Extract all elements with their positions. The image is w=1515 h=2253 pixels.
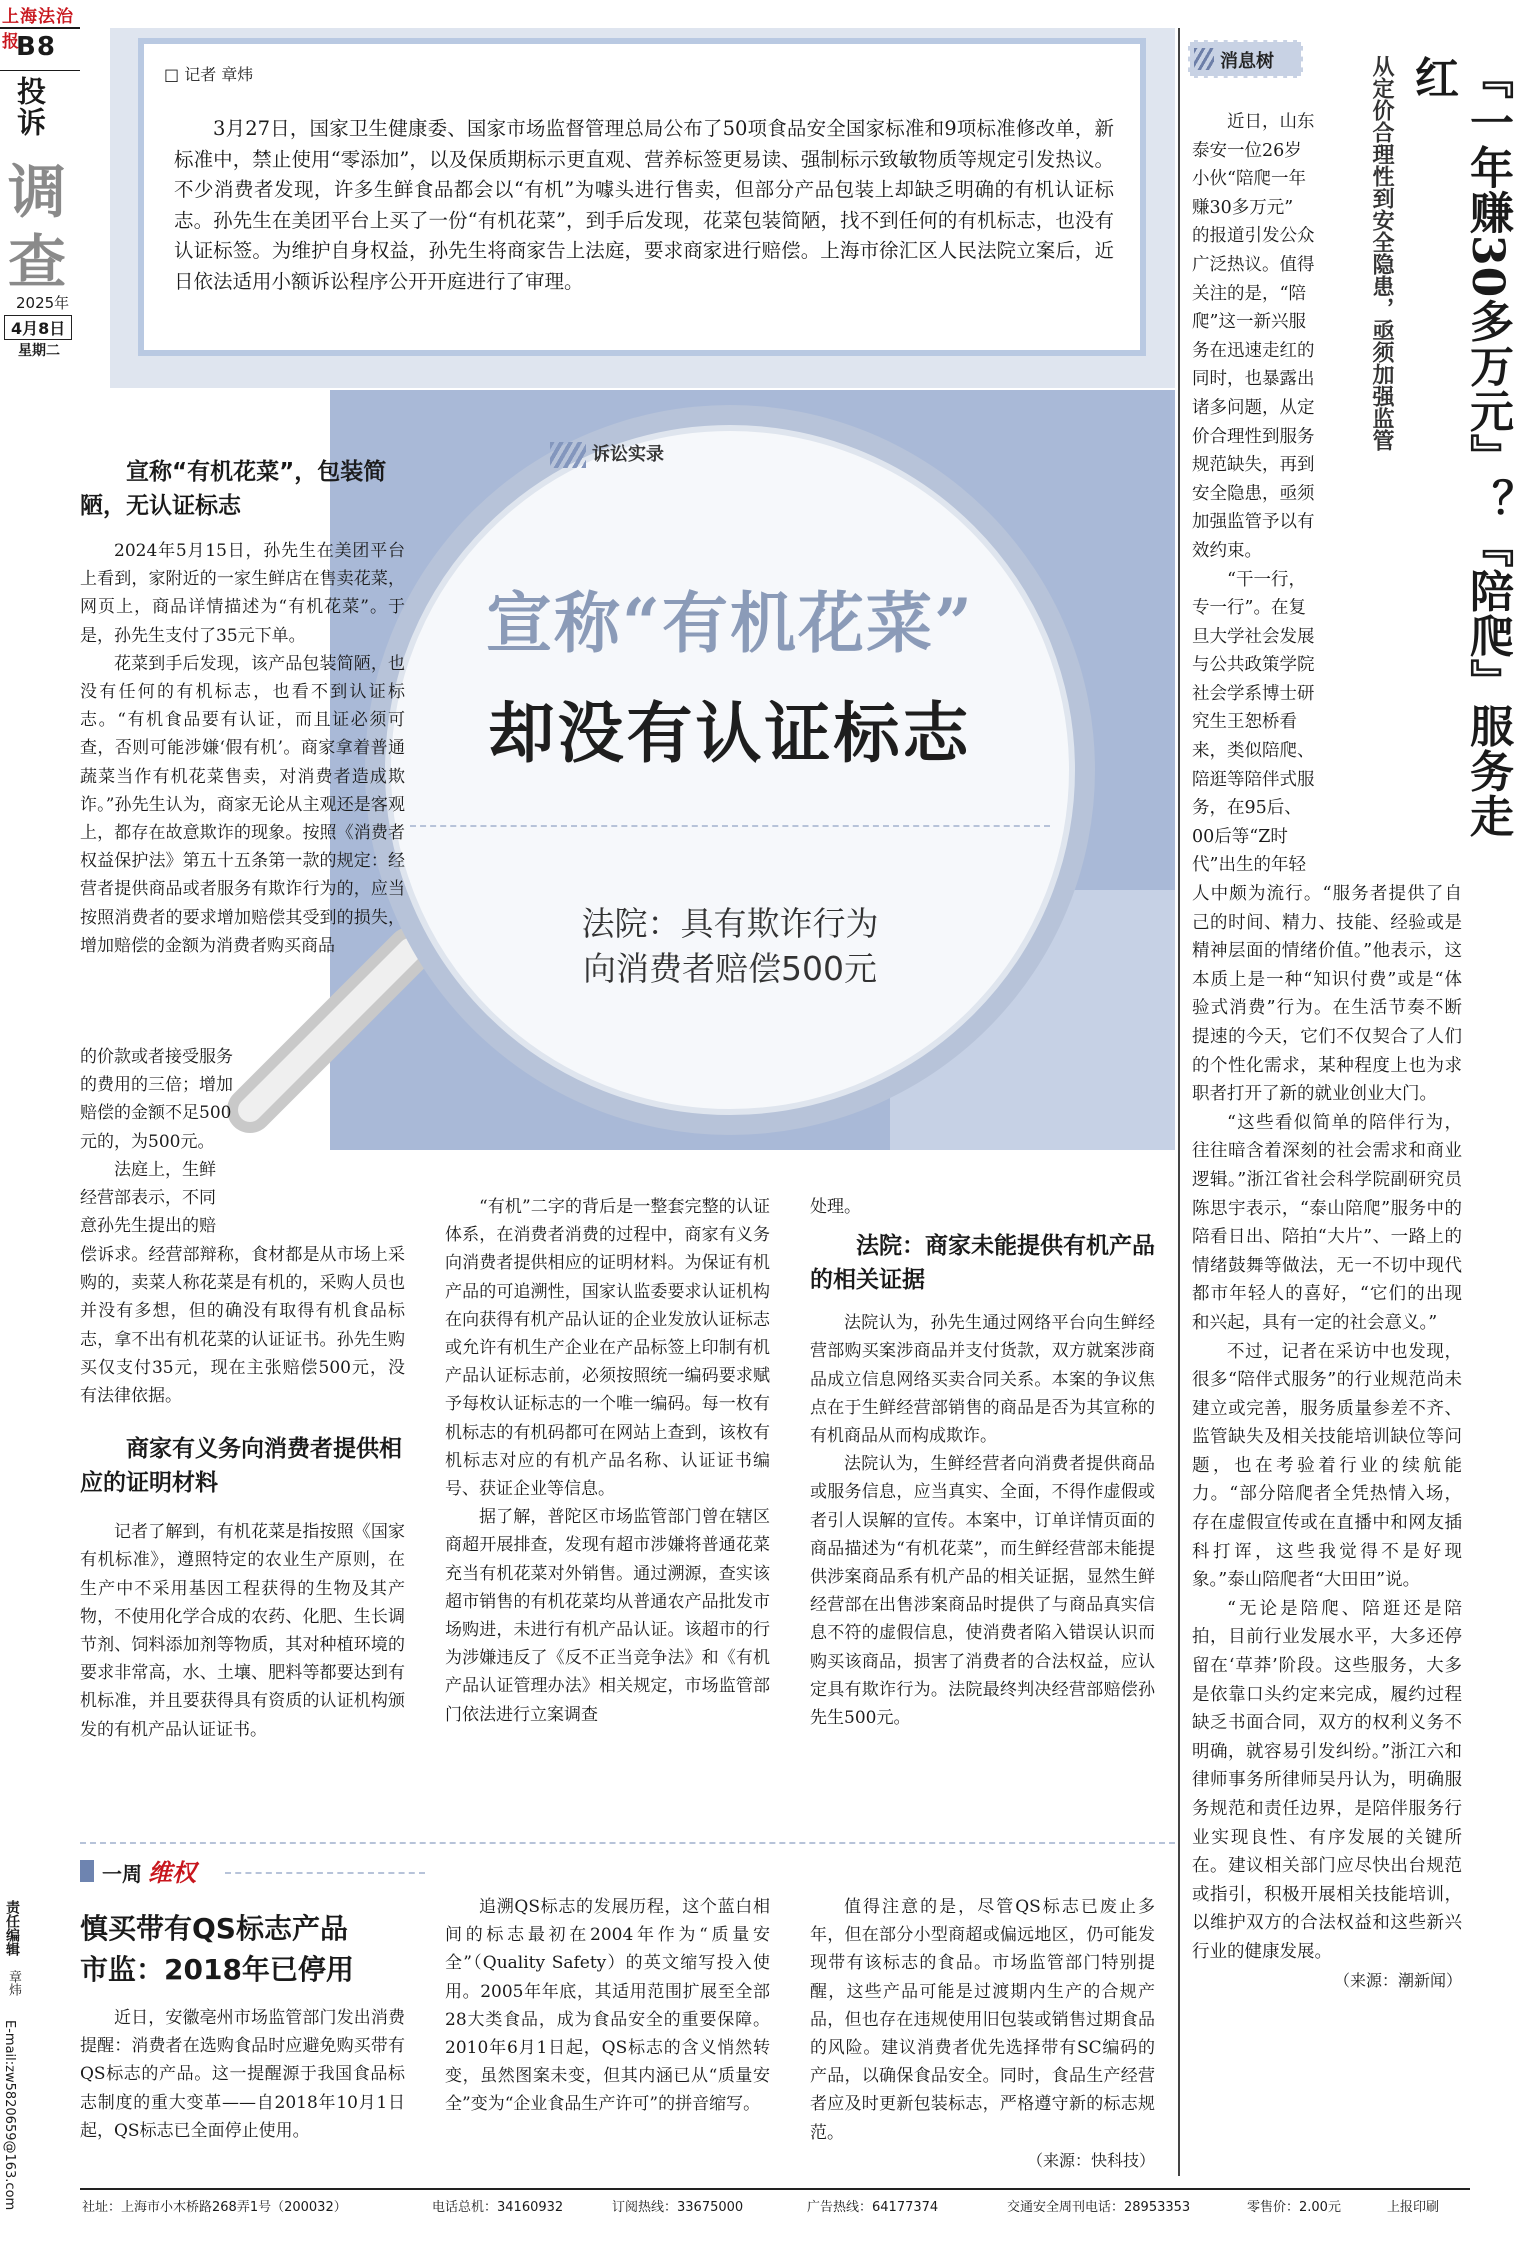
sidebar-narrow-line: 安全隐患，亟须 (1192, 483, 1315, 504)
article-line: 赔偿的金额不足500 (80, 1103, 232, 1124)
weekly-column-3 (810, 1893, 1155, 2175)
article-paragraph: 偿诉求。经营部辩称，食材都是从市场上采购的，卖菜人称花菜是有机的，采购人员也并没有多想，但的确没有取得有机食品标志，拿不出有机花菜的认证证书。孙先生购买仅支付35元，现在主张赔偿500元，没有法律依据。 (80, 1245, 405, 1407)
footer-price: 零售价：2.00元 (1247, 2200, 1341, 2215)
sidebar-narrow-line: 小伙“陪爬一年 (1192, 169, 1306, 190)
article-line: 意孙先生提出的赔 (80, 1216, 216, 1237)
sidebar-narrow-line: 爬”这一新兴服 (1192, 312, 1306, 333)
sidebar-narrow-line: 同时，也暴露出 (1192, 369, 1315, 390)
sidebar-narrow-column (1192, 108, 1338, 880)
sidebar-narrow-line: 与公共政策学院 (1192, 655, 1315, 676)
feature-subtitle-line2: 向消费者赔偿500元 (583, 949, 877, 988)
section-big-2: 查 (8, 228, 67, 296)
feature-tag-stripes (550, 442, 586, 468)
sidebar-paragraph: “无论是陪爬、陪逛还是陪拍，目前行业发展水平，大多还停留在‘草莽’阶段。这些服务，大多是依靠口头约定来完成，履约过程缺乏书面合同，双方的权利义务不明确，就容易引发纠纷。”浙江六和律师事务所律师吴丹认为，明确服务规范和责任边界，是陪伴服务行业实现良性、有序发展的关键所在。建议相关部门应尽快出台规范或指引，积极开展相关技能培训，以维护双方的合法权益和这些新兴行业的健康发展。 (1192, 1598, 1462, 1962)
sidebar-narrow-line: 来，类似陪爬、 (1192, 741, 1315, 762)
sidebar-narrow-line: 陪逛等陪伴式服 (1192, 769, 1315, 790)
article-paragraph: 2024年5月15日，孙先生在美团平台上看到，家附近的一家生鲜店在售卖花菜，网页上，商品详情描述为“有机花菜”。于是，孙先生支付了35元下单。 (80, 541, 405, 646)
lead-byline: □ 记者 章炜 (164, 65, 254, 84)
article-line: 经营部表示，不同 (80, 1188, 216, 1209)
lead-text: 3月27日，国家卫生健康委、国家市场监督管理总局公布了50项食品安全国家标准和9项标准修改单，新标准中，禁止使用“零添加”，以及保质期标示更直观、营养标签更易读、强制标示致敏物质等规定引发热议。不少消费者发现，许多生鲜食品都会以“有机”为噱头进行售卖，但部分产品包装上却缺乏明确的有机认证标志。孙先生在美团平台上买了一份“有机花菜”，到手后发现，花菜包装简陋，找不到任何的有机标志，也没有认证标签。为维护自身权益，孙先生将商家告上法庭，要求商家进行赔偿。上海市徐汇区人民法院立案后，近日依法适用小额诉讼程序公开开庭进行了审理。 (174, 117, 1114, 293)
feature-title-line1: 宣称“有机花菜” (486, 584, 974, 662)
weekly-label-box (80, 1852, 220, 1892)
sidebar-source: （来源：潮新闻） (1333, 1970, 1462, 1990)
masthead-divider (0, 27, 80, 29)
article-paragraph: 记者了解到，有机花菜是指按照《国家有机标准》，遵照特定的农业生产原则，在生产中不采用基因工程获得的生物及其产物，不使用化学合成的农药、化肥、生长调节剂、饲料添加剂等物质，其对种植环境的要求非常高，水、土壤、肥料等都要达到有机标准，并且要获得具有资质的认证机构颁发的有机产品认证证书。 (80, 1522, 405, 1740)
article-paragraph: 花菜到手后发现，该产品包装简陋，也没有任何的有机标志，也看不到认证标志。“有机食品要有认证，而且证必须可查，否则可能涉嫌‘假有机’。商家拿着普通蔬菜当作有机花菜售卖，对消费者造成欺诈。”孙先生认为，商家无论从主观还是客观上，都存在故意欺诈的现象。按照《消费者权益保护法》第五十五条第一款的规定：经营者提供商品或者服务有欺诈行为的，应当按照消费者的要求增加赔偿其受到的损失，增加赔偿的金额为消费者购买商品 (80, 653, 405, 956)
section-big-1: 调 (8, 158, 67, 226)
section-heading: 法院：商家未能提供有机产品的相关证据 (810, 1233, 1155, 1294)
sidebar-narrow-line: 社会学系博士研 (1192, 683, 1315, 704)
article-paragraph: “有机”二字的背后是一整套完整的认证体系，在消费者消费的过程中，商家有义务向消费者提供相应的证明材料。为保证有机产品的可追溯性，国家认监委要求认证机构在向获得有机产品认证的企业发放认证标志或允许有机生产企业在产品标签上印制有机产品认证标志前，必须按照统一编码要求赋予每枚认证标志的一个唯一编码。每一枚有机标志的有机码都可在网站上查到，该枚有机标志对应的有机产品名称、认证证书编号、获证企业等信息。 (445, 1197, 770, 1500)
column-1 (80, 455, 405, 960)
sidebar-narrow-line: 规范缺失，再到 (1192, 455, 1315, 476)
weekly-marker (80, 1860, 94, 1882)
article-paragraph: 追溯QS标志的发展历程，这个蓝白相间的标志最初在2004年作为“质量安全”（Quality Safety）的英文缩写投入使用。2005年年底，其适用范围扩展至全部28大类食品，成为食品安全的重要保障。2010年6月1日起，QS标志的含义悄然转变，虽然图案未变，但其内涵已从“质量安全”变为“企业食品生产许可”的拼音缩写。 (445, 1897, 770, 2115)
sidebar-narrow-line: 代”出生的年轻 (1192, 855, 1306, 876)
sidebar-paragraph: “这些看似简单的陪伴行为，往往暗含着深刻的社会需求和商业逻辑。”浙江省社会科学院副研究员陈思宇表示，“泰山陪爬”服务中的陪看日出、陪拍“大片”、一路上的情绪鼓舞等做法，无一不切中现代都市年轻人的喜好，“它们的出现和兴起，具有一定的社会意义。” (1192, 1112, 1462, 1333)
sidebar-subheadline: 从定价合理性到安全隐患，亟须加强监管 (1369, 55, 1394, 451)
weekly-column-1 (80, 2004, 405, 2145)
article-line: 的价款或者接受服务 (80, 1047, 233, 1067)
sidebar-narrow-line: 价合理性到服务 (1192, 426, 1315, 447)
footer-printer: 上报印刷 (1387, 2200, 1440, 2215)
editor-label: 责任编辑 (4, 1900, 20, 1956)
sidebar-narrow-line: 务，在95后、 (1192, 798, 1302, 819)
article-paragraph: 近日，安徽亳州市场监管部门发出消费提醒：消费者在选购食品时应避免购买带有QS标志的产品。这一提醒源于我国食品标志制度的重大变革——自2018年10月1日起，QS标志已全面停止使用。 (80, 2008, 405, 2141)
editor-name: 章炜 (6, 1970, 21, 1996)
sidebar-divider (1178, 28, 1180, 2176)
sidebar-paragraph: 人中颇为流行。“服务者提供了自己的时间、精力、技能、经验或是精神层面的情绪价值。”他表示，这本质上是一种“知识付费”或是“体验式消费”行为。在生活节奏不断提速的今天，它们不仅契合了人们的个性化需求，某种程度上也为求职者打开了新的就业创业大门。 (1192, 884, 1462, 1105)
sidebar-headline: 『一年赚30多万元』？『陪爬』服务走红 (1407, 55, 1513, 839)
sidebar-paragraph: 不过，记者在采访中也发现，很多“陪伴式服务”的行业规范尚未建立或完善，服务质量参差不齐、监管缺失及相关技能培训缺位等问题，也在考验着行业的续航能力。“部分陪爬者全凭热情入场，存在虚假宣传或在直播中和网友插科打诨，这些我觉得不是好现象。”泰山陪爬者“大田田”说。 (1192, 1341, 1462, 1591)
sidebar-narrow-line: 务在迅速走红的 (1192, 340, 1315, 361)
weekly-divider (80, 1842, 1175, 1844)
weekly-title-line2: 市监：2018年已停用 (80, 1953, 354, 1986)
section-label: 投诉 (13, 76, 47, 138)
issue-weekday: 星期二 (18, 343, 60, 359)
sidebar-narrow-line: 近日，山东 (1227, 112, 1315, 132)
sidebar-narrow-line: 泰安一位26岁 (1192, 140, 1302, 161)
feature-graphic (330, 390, 1175, 1150)
feature-dashed-rule (410, 825, 1050, 827)
sidebar-narrow-line: 专一行”。在复 (1192, 598, 1306, 619)
editor-email: E-mail:zw5820659@163.com (2, 2020, 17, 2211)
masthead (0, 0, 80, 360)
section-heading: 宣称“有机花菜”，包装简陋，无认证标志 (80, 459, 387, 519)
article-paragraph: 据了解，普陀区市场监管部门曾在辖区商超开展排查，发现有超市涉嫌将普通花菜充当有机花菜对外销售。通过溯源，查实该超市销售的有机花菜均从普通农产品批发市场购进，未进行有机产品认证。该超市的行为涉嫌违反了《反不正当竞争法》和《有机产品认证管理办法》相关规定，市场监管部门依法进行立案调查 (445, 1507, 770, 1725)
page-number: B8 (16, 32, 56, 62)
weekly-rule (225, 1872, 425, 1874)
sidebar-narrow-line: 的报道引发公众 (1192, 226, 1315, 247)
sidebar-narrow-line: 诸多问题，从定 (1192, 397, 1315, 418)
column-1-narrow (80, 1043, 290, 1240)
sidebar-narrow-line: 加强监管予以有 (1192, 512, 1315, 533)
article-paragraph: 法院认为，生鲜经营者向消费者提供商品或服务信息，应当真实、全面，不得作虚假或者引人误解的宣传。本案中，订单详情页面的商品描述为“有机花菜”，而生鲜经营部未能提供涉案商品系有机产品的相关证据，显然生鲜经营部在出售涉案商品时提供了与商品真实信息不符的虚假信息，使消费者陷入错误认识而购买该商品，损害了消费者的合法权益，应认定具有欺诈行为。法院最终判决经营部赔偿孙先生500元。 (810, 1454, 1155, 1729)
feature-title-line2: 却没有认证标志 (488, 694, 972, 772)
sidebar-narrow-line: 广泛热议。值得 (1192, 254, 1315, 275)
weekly-label-b: 维权 (148, 1858, 196, 1887)
article-paragraph: 值得注意的是，尽管QS标志已废止多年，但在部分小型商超或偏远地区，仍可能发现带有该标志的食品。市场监管部门特别提醒，这些产品可能是过渡期内生产的合规产品，但也存在违规使用旧包装或销售过期食品的风险。建议消费者优先选择带有SC编码的产品，以确保食品安全。同时，食品生产经营者应及时更新包装标志，严格遵守新的标志规范。 (810, 1897, 1155, 2143)
feature-tag: 诉讼实录 (592, 444, 664, 465)
weekly-source: （来源：快科技） (1026, 2150, 1155, 2170)
issue-date: 4月8日 (4, 315, 72, 340)
sidebar-narrow-line: 效约束。 (1192, 540, 1262, 561)
sidebar-narrow-line: 旦大学社会发展 (1192, 626, 1315, 647)
column-1-lower (80, 1241, 405, 1744)
sidebar-narrow-line: 00后等“Z时 (1192, 826, 1288, 847)
footer-address: 社址：上海市小木桥路268弄1号（200032） (82, 2200, 347, 2215)
column-2 (445, 1193, 770, 1729)
column-3 (810, 1193, 1155, 1732)
issue-year: 2025年 (16, 294, 70, 312)
sidebar-narrow-line: 赚30多万元” (1192, 197, 1294, 218)
footer-subscribe: 订阅热线：33675000 (612, 2200, 744, 2215)
weekly-column-2 (445, 1893, 770, 2119)
article-paragraph: 法院认为，孙先生通过网络平台向生鲜经营部购买案涉商品并支付货款，双方就案涉商品成立信息网络买卖合同关系。本案的争议焦点在于生鲜经营部销售的商品是否为其宣称的有机商品从而构成欺诈。 (810, 1313, 1155, 1447)
newspaper-logo: 上海法治报 (2, 7, 74, 52)
sidebar-tag: 消息树 (1220, 51, 1274, 72)
article-line: 的费用的三倍；增加 (80, 1075, 233, 1096)
sidebar-tag-box (1188, 40, 1303, 78)
footer-phone: 电话总机：34160932 (432, 2200, 564, 2215)
footer-ads: 广告热线：64177374 (807, 2200, 939, 2215)
sidebar-tag-stripes (1194, 48, 1214, 70)
sidebar-narrow-line: 关注的是，“陪 (1192, 283, 1306, 304)
sidebar-narrow-line: 究生王恕桥看 (1192, 712, 1297, 733)
section-heading: 商家有义务向消费者提供相应的证明材料 (80, 1436, 402, 1497)
weekly-label-a: 一周 (102, 1862, 142, 1886)
feature-subtitle-line1: 法院：具有欺诈行为 (581, 904, 879, 943)
footer-traffic: 交通安全周刊电话：28953353 (1007, 2200, 1191, 2215)
article-paragraph: 处理。 (810, 1197, 861, 1217)
footer-rule (80, 2188, 1470, 2190)
lead-box (138, 38, 1146, 356)
article-line: 元的，为500元。 (80, 1131, 215, 1152)
weekly-title-line1: 慎买带有QS标志产品 (80, 1912, 348, 1945)
sidebar-wide-column (1192, 880, 1462, 1995)
article-line: 法庭上，生鲜 (114, 1159, 216, 1180)
sidebar-narrow-line: “干一行， (1227, 569, 1306, 590)
